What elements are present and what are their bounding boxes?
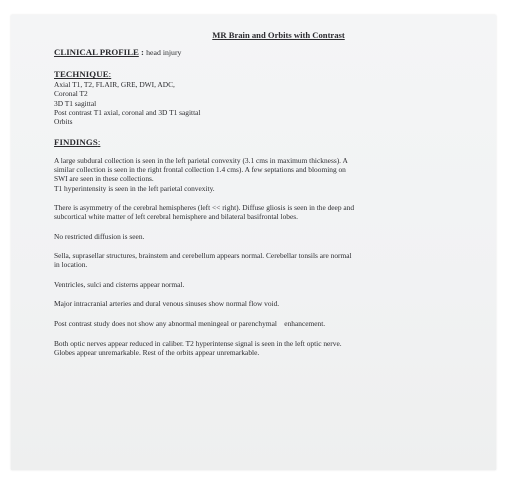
technique-separator: : — [108, 69, 112, 79]
findings-line: Post contrast study does not show any abnormal meningeal or parenchymal enhancement. — [54, 319, 326, 328]
clinical-profile-value: head injury — [146, 48, 182, 57]
findings-line: similar collection is seen in the right frontal collection 1.4 cms). A few septations and blooming on — [54, 165, 346, 175]
findings-paragraph-vessels — [54, 299, 464, 308]
findings-line: No restricted diffusion is seen. — [54, 232, 145, 241]
clinical-profile-label: CLINICAL PROFILE — [54, 47, 139, 57]
technique-line: 3D T1 sagittal — [54, 98, 97, 108]
findings-line: subcortical white matter of left cerebral hemisphere and bilateral basifrontal lobes. — [54, 212, 298, 222]
technique-line: Orbits — [54, 117, 73, 127]
technique-label: TECHNIQUE — [54, 69, 109, 79]
findings-paragraph-diffusion — [54, 232, 464, 241]
technique-line: Coronal T2 — [54, 89, 88, 99]
technique-line: Post contrast T1 axial, coronal and 3D T1 sagittal — [54, 107, 201, 117]
findings-line: Both optic nerves appear reduced in caliber. T2 hyperintense signal is seen in the left optic nerve. — [54, 339, 342, 348]
findings-line: Ventricles, sulci and cisterns appear normal. — [54, 280, 185, 289]
findings-line: There is asymmetry of the cerebral hemispheres (left << right). Diffuse gliosis is seen in the deep and — [54, 203, 355, 212]
findings-paragraph-subdural — [54, 156, 464, 193]
findings-line: Sella, suprasellar structures, brainstem and cerebellum appears normal. Cerebellar tonsils are normal — [54, 251, 352, 260]
findings-paragraph-sella — [54, 251, 464, 269]
findings-paragraph-orbits — [54, 339, 464, 357]
findings-paragraph-asymmetry — [54, 203, 464, 221]
report-title: MR Brain and Orbits with Contrast — [212, 30, 345, 40]
technique-list — [54, 80, 200, 126]
findings-label: FINDINGS — [54, 137, 98, 147]
findings-paragraph-ventricles — [54, 280, 464, 289]
clinical-profile-line — [54, 47, 181, 57]
technique-heading — [54, 69, 111, 79]
report-sheet — [11, 15, 496, 470]
findings-line: in location. — [54, 260, 88, 270]
technique-line: Axial T1, T2, FLAIR, GRE, DWI, ADC, — [54, 80, 175, 89]
findings-heading — [54, 137, 100, 147]
findings-line: T1 hyperintensity is seen in the left parietal convexity. — [54, 183, 215, 193]
clinical-profile-separator: : — [141, 47, 144, 57]
findings-paragraph-contrast — [54, 319, 464, 328]
findings-separator: : — [97, 137, 101, 147]
findings-line: A large subdural collection is seen in the left parietal convexity (3.1 cms in maximum thickness). A — [54, 156, 348, 165]
findings-line: Major intracranial arteries and dural venous sinuses show normal flow void. — [54, 299, 280, 308]
findings-line: Globes appear unremarkable. Rest of the orbits appear unremarkable. — [54, 348, 260, 358]
findings-line: SWI are seen in these collections. — [54, 174, 154, 184]
